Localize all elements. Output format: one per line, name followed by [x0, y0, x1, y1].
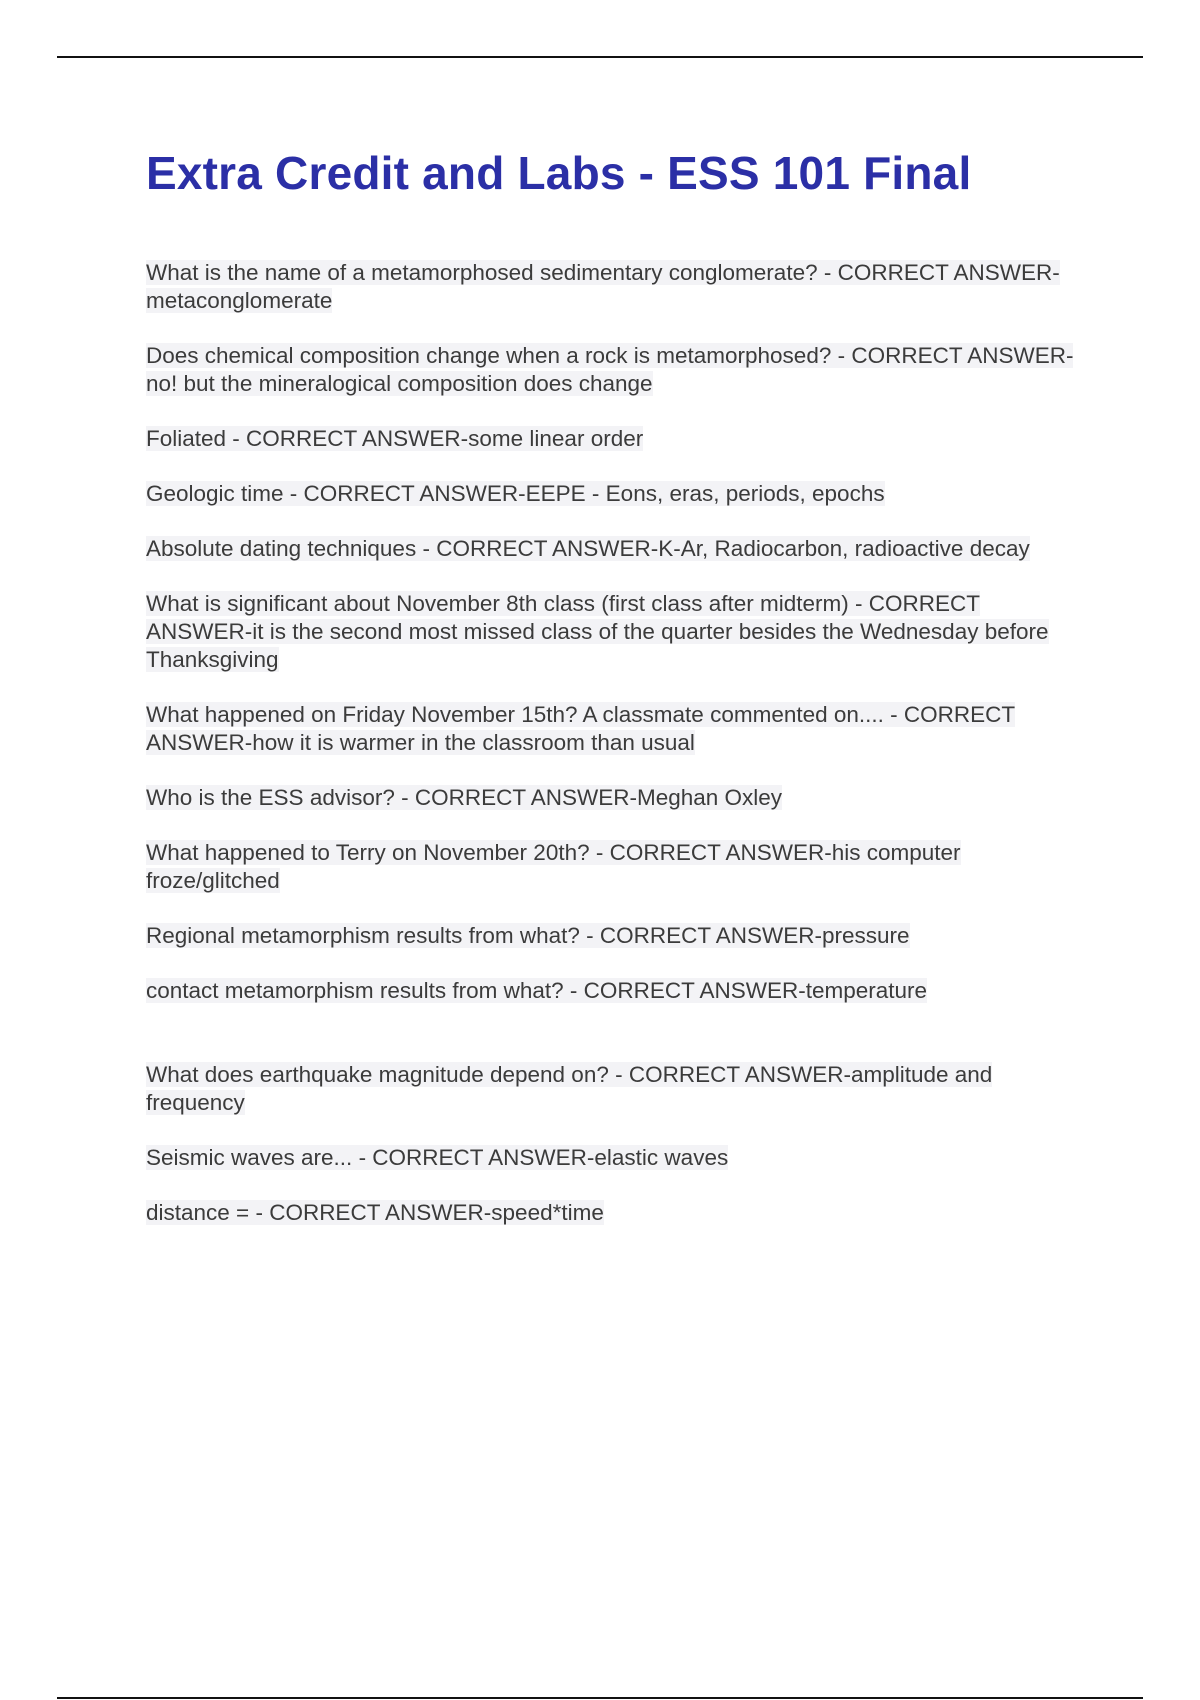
qa-item-text: Does chemical composition change when a rock is metamorphosed? - CORRECT ANSWER-no! but the mineralogical composition does change	[146, 343, 1074, 396]
qa-item-text: Who is the ESS advisor? - CORRECT ANSWER-Meghan Oxley	[146, 785, 783, 810]
qa-item	[146, 977, 1086, 1005]
qa-item-text: Foliated - CORRECT ANSWER-some linear order	[146, 426, 644, 451]
qa-item-text: What does earthquake magnitude depend on? - CORRECT ANSWER-amplitude and frequency	[146, 1062, 993, 1115]
qa-item-text: What is significant about November 8th class (first class after midterm) - CORRECT ANSWER-it is the second most missed class of the quarter besides the Wednesday before Thanksgiving	[146, 591, 1049, 672]
qa-item	[146, 480, 1086, 508]
qa-item-text: What happened to Terry on November 20th? - CORRECT ANSWER-his computer froze/glitched	[146, 840, 961, 893]
qa-item	[146, 425, 1086, 453]
bottom-divider	[57, 1697, 1143, 1699]
qa-item-text: Seismic waves are... - CORRECT ANSWER-elastic waves	[146, 1145, 729, 1170]
document-title: Extra Credit and Labs - ESS 101 Final	[146, 147, 972, 199]
qa-item-text: distance = - CORRECT ANSWER-speed*time	[146, 1200, 604, 1225]
qa-item-text: contact metamorphism results from what? - CORRECT ANSWER-temperature	[146, 978, 928, 1003]
qa-item	[146, 1061, 1086, 1117]
qa-item-text: Absolute dating techniques - CORRECT ANSWER-K-Ar, Radiocarbon, radioactive decay	[146, 536, 1030, 561]
top-divider	[57, 56, 1143, 58]
qa-item	[146, 922, 1086, 950]
qa-item	[146, 1199, 1086, 1227]
qa-list	[146, 259, 1086, 1227]
qa-item-text: What happened on Friday November 15th? A classmate commented on.... - CORRECT ANSWER-how it is warmer in the classroom than usual	[146, 702, 1016, 755]
qa-item	[146, 839, 1086, 895]
qa-item-text: Regional metamorphism results from what? - CORRECT ANSWER-pressure	[146, 923, 910, 948]
qa-item-text: Geologic time - CORRECT ANSWER-EEPE - Eons, eras, periods, epochs	[146, 481, 885, 506]
qa-item-text: What is the name of a metamorphosed sedimentary conglomerate? - CORRECT ANSWER-metaconglomerate	[146, 260, 1060, 313]
qa-item	[146, 590, 1086, 674]
qa-item	[146, 342, 1086, 398]
qa-item	[146, 259, 1086, 315]
qa-item	[146, 1144, 1086, 1172]
document-content	[146, 140, 1086, 1254]
qa-item	[146, 784, 1086, 812]
qa-item	[146, 701, 1086, 757]
qa-item	[146, 535, 1086, 563]
